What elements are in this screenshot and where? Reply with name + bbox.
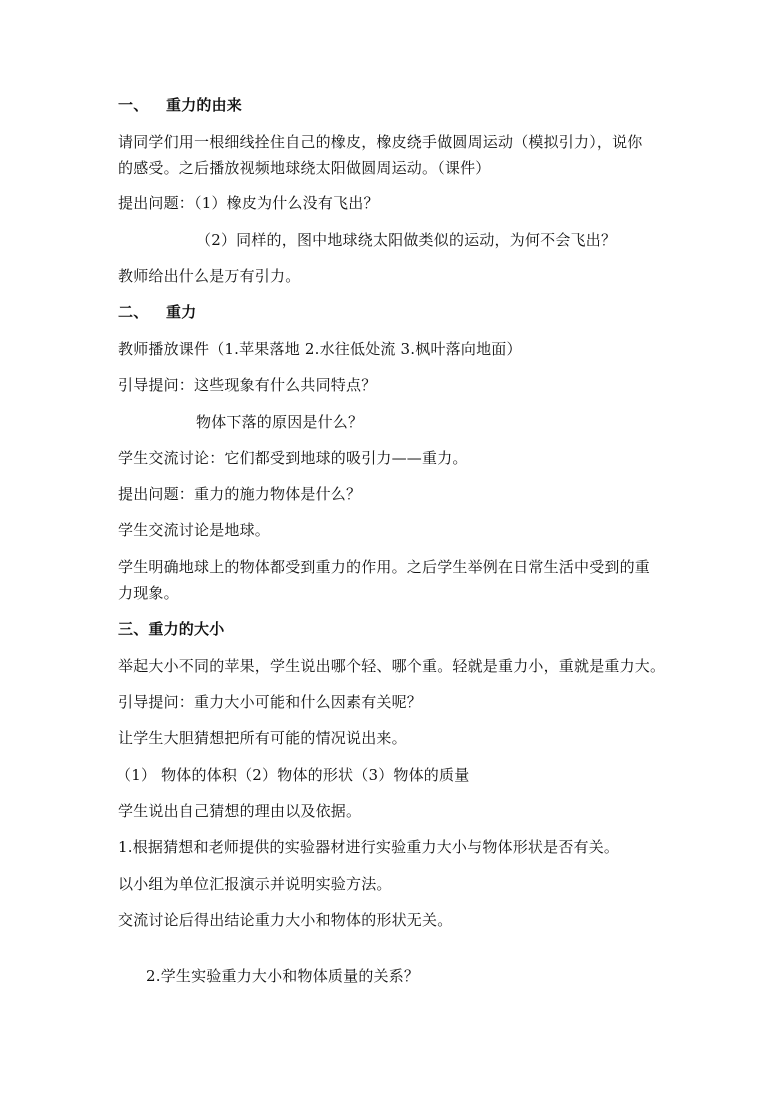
paragraph: 2.学生实验重力大小和物体质量的关系？ (146, 967, 420, 985)
paragraph: （2）同样的，图中地球绕太阳做类似的运动，为何不会飞出？ (196, 231, 617, 249)
paragraph-line: 请同学们用一根细线拴住自己的橡皮，橡皮绕手做圆周运动（模拟引力），说你 (118, 133, 643, 151)
paragraph: 物体下落的原因是什么？ (196, 413, 364, 431)
paragraph: 提出问题：重力的施力物体是什么？ (118, 485, 362, 503)
section-number: 二、 (118, 303, 149, 321)
paragraph: 交流讨论后得出结论重力大小和物体的形状无关。 (118, 911, 453, 929)
paragraph: 教师给出什么是万有引力。 (118, 267, 301, 285)
section-title: 重力的由来 (166, 96, 243, 114)
paragraph-line: 学生明确地球上的物体都受到重力的作用。之后学生举例在日常生活中受到的重 (118, 558, 651, 576)
paragraph: 学生说出自己猜想的理由以及依据。 (118, 802, 362, 820)
paragraph: 1.根据猜想和老师提供的实验器材进行实验重力大小与物体形状是否有关。 (118, 838, 620, 856)
section-title: 重力 (166, 303, 197, 321)
paragraph: 引导提问：重力大小可能和什么因素有关呢？ (118, 693, 423, 711)
paragraph: （1） 物体的体积（2）物体的形状（3）物体的质量 (116, 766, 470, 784)
paragraph: 学生交流讨论是地球。 (118, 521, 271, 539)
section-heading-2 (118, 299, 196, 325)
paragraph: 学生交流讨论：它们都受到地球的吸引力——重力。 (118, 449, 468, 467)
paragraph: 以小组为单位汇报演示并说明实验方法。 (118, 875, 392, 893)
section-number: 一、 (118, 96, 149, 114)
section-heading-1 (118, 92, 242, 118)
paragraph: 引导提问：这些现象有什么共同特点？ (118, 376, 377, 394)
paragraph: 教师播放课件（1.苹果落地 2.水往低处流 3.枫叶落向地面） (118, 340, 522, 358)
section-heading-3: 三、重力的大小 (118, 620, 225, 638)
paragraph-line: 力现象。 (118, 584, 179, 602)
paragraph: 举起大小不同的苹果，学生说出哪个轻、哪个重。轻就是重力小，重就是重力大。 (118, 657, 666, 675)
paragraph: 让学生大胆猜想把所有可能的情况说出来。 (118, 729, 407, 747)
paragraph: 提出问题：（1）橡皮为什么没有飞出？ (118, 194, 379, 212)
paragraph-line: 的感受。之后播放视频地球绕太阳做圆周运动。（课件） (118, 159, 491, 177)
